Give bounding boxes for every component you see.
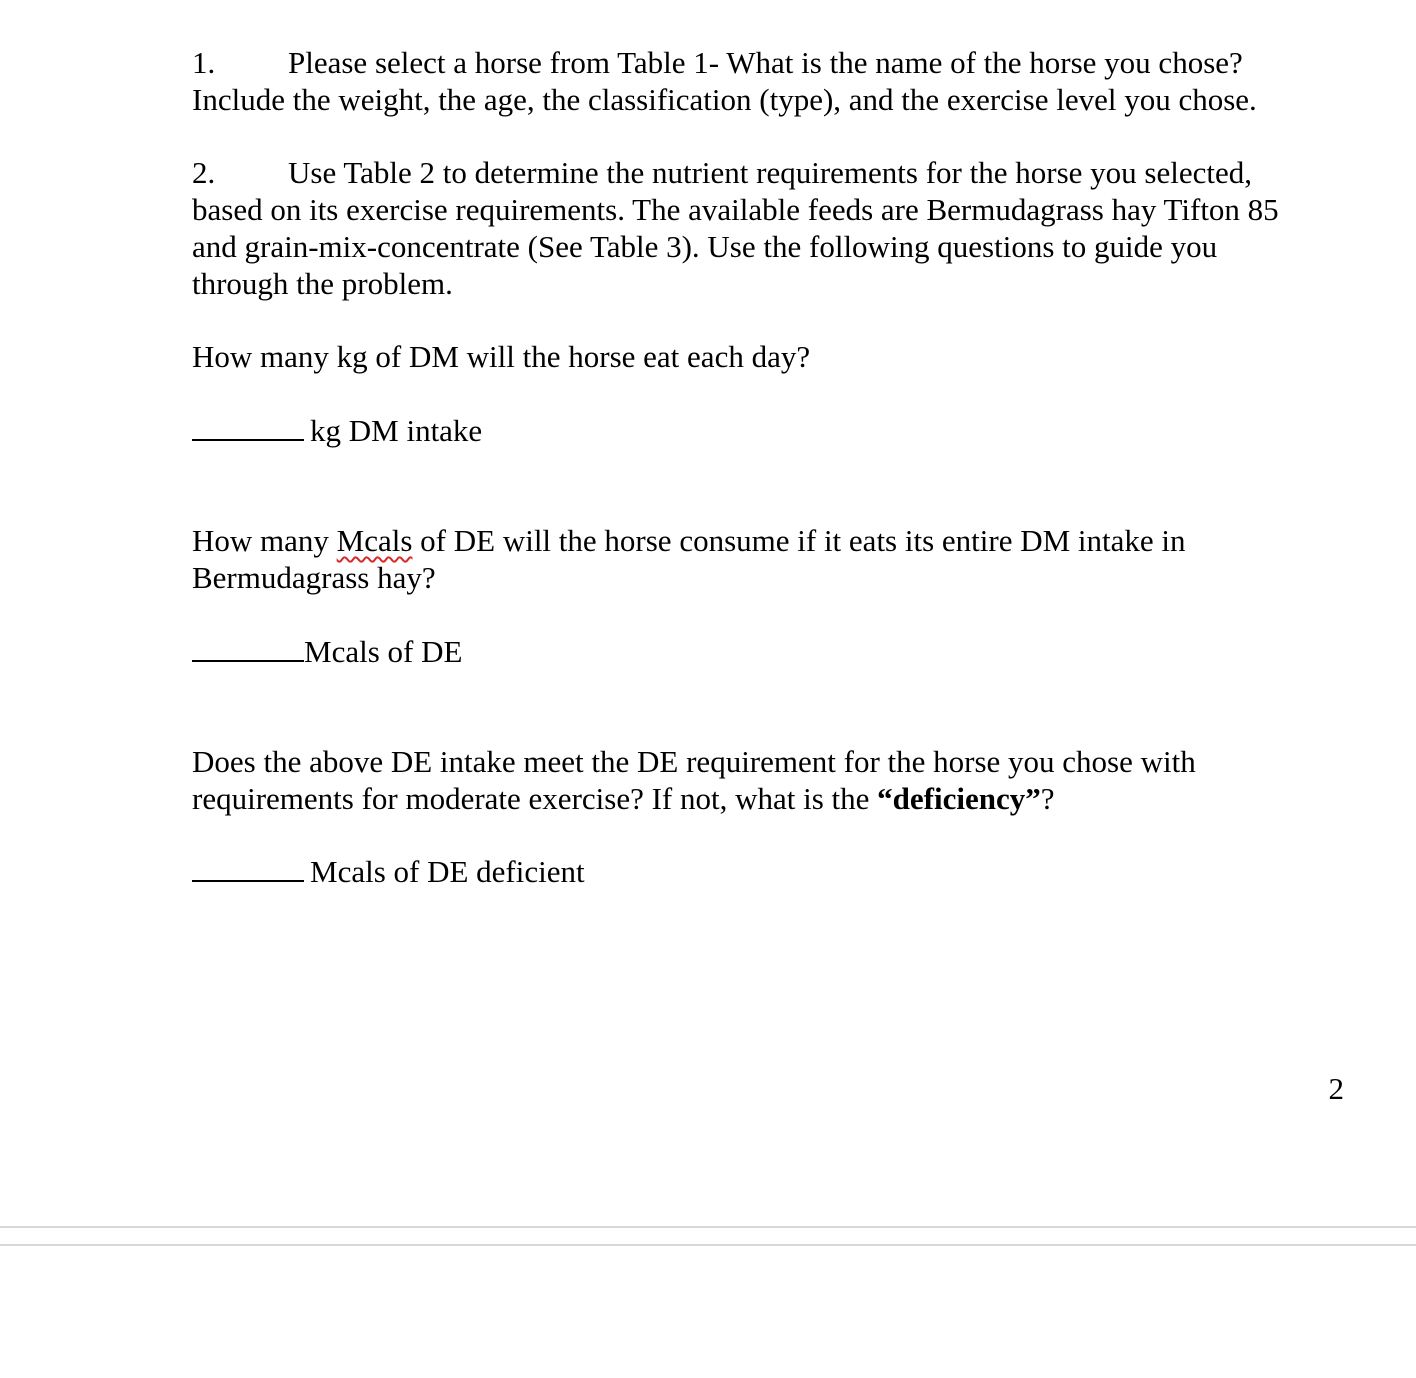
answer-de [192,633,1332,670]
question-de-text-start: How many [192,523,337,558]
answer-label-dm: kg DM intake [310,413,483,448]
question-2 [192,154,1332,302]
answer-label-deficiency: Mcals of DE deficient [310,854,585,889]
question-1 [192,44,1332,118]
question-deficiency-text-end: ? [1040,781,1055,816]
answer-label-de: Mcals of DE [304,634,463,669]
question-dm-intake: How many kg of DM will the horse eat each day? [192,339,811,374]
question-deficiency [192,743,1332,817]
question-2-line-3: and grain-mix-concentrate (See Table 3). Use the following questions to guide you [192,229,1218,264]
question-2-text: Use Table 2 to determine the nutrient requirements for the horse you selected, [288,155,1252,190]
spellcheck-flagged-word[interactable]: Mcals [336,523,413,558]
question-1-line-2: Include the weight, the age, the classification (type), and the exercise level you chose. [192,82,1257,117]
question-1-line-1 [192,44,1332,81]
question-de-consumption [192,522,1332,596]
answer-deficiency [192,853,1332,890]
question-2-line-1 [192,154,1332,191]
question-1-number: 1. [192,45,216,80]
question-1-text: Please select a horse from Table 1- What is the name of the horse you chose? [288,45,1243,80]
question-2-line-2: based on its exercise requirements. The available feeds are Bermudagrass hay Tifton 85 [192,192,1279,227]
page-divider-bottom [0,1244,1416,1246]
question-deficiency-text-start: requirements for moderate exercise? If not, what is the [192,781,878,816]
question-2-number: 2. [192,155,216,190]
question-de-text-end: of DE will the horse consume if it eats its entire DM intake in [412,523,1186,558]
deficiency-bold-term: “deficiency” [877,781,1041,816]
question-deficiency-line-1: Does the above DE intake meet the DE requirement for the horse you chose with [192,744,1196,779]
question-de-line-1 [192,522,1332,559]
answer-blank-dm[interactable] [192,413,304,441]
page-divider-top [0,1226,1416,1228]
page-number: 2 [1328,1071,1344,1106]
question-deficiency-line-2 [192,780,1332,817]
question-2-line-4: through the problem. [192,266,453,301]
answer-dm-intake [192,412,1332,449]
answer-blank-deficiency[interactable] [192,854,304,882]
question-de-line-2: Bermudagrass hay? [192,560,436,595]
answer-blank-de[interactable] [192,634,304,662]
